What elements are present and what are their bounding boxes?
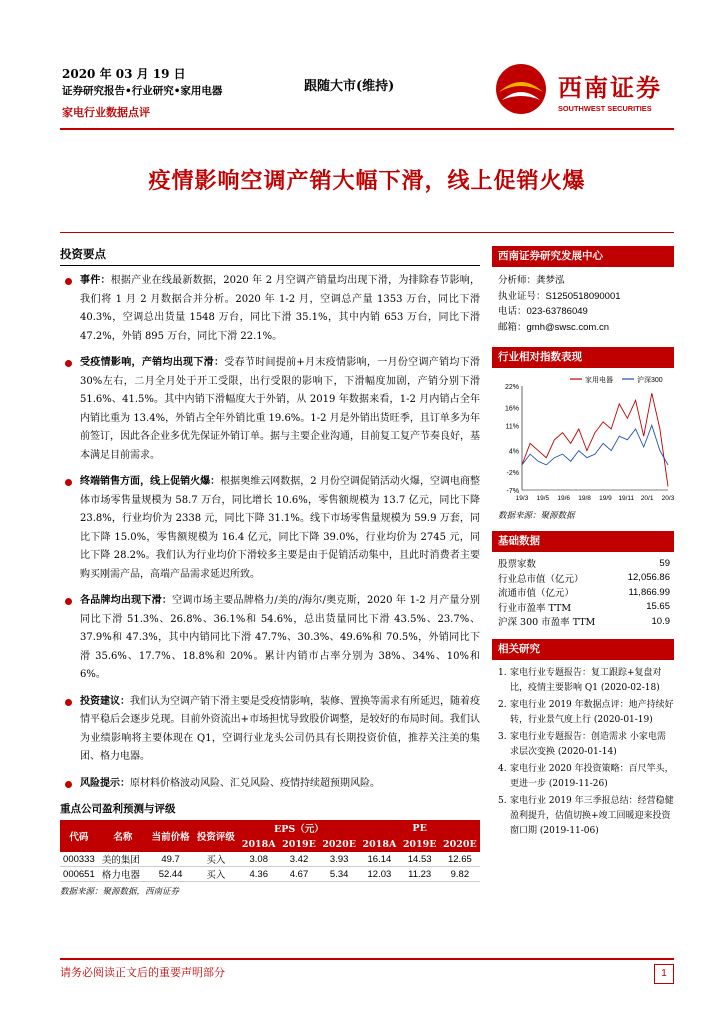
row-label: 流通市值（亿元）: [498, 588, 575, 600]
logo-text-en: SOUTHWEST SECURITIES: [558, 104, 652, 113]
related-title: 相关研究: [492, 639, 674, 660]
point-text: 我们认为空调产销下滑主要是受疫情影响，装修、置换等需求有所延迟，随着疫情平稳后会逐步兑现。目前外资流出+市场担忧导致股价调整，是较好的布局时间。我们认为业绩影响将主要体现在 Q1，空调行业龙头公司仍具有长期投资价值，推荐关注美的集团、格力电器。: [80, 695, 480, 762]
cell-value: 14.53: [400, 852, 440, 867]
row-value: 59: [659, 557, 670, 569]
bullet-icon: [65, 278, 72, 285]
point-text: 受春节时间提前+月末疫情影响，一月份空调产销均下滑 30%左右，二月全月处于开工受限，出行受限的影响下，下滑幅度加剧，产销分别下滑 51.6%、41.5%。其中内销下滑幅度大于外销，从 2019 年数据来看，1-2 月内销占全年内销比重为 13.4%，外销占全年外销比重 19.6%。1-2 月是外销出货旺季，且订单多为年前签订，因此各企业多优先保证外销订单。据与主要企业沟通，目前复工复产节奏良好，基本满足目前需求。: [80, 357, 480, 461]
analyst-info: [498, 273, 674, 335]
related-research: [492, 639, 674, 839]
cell-value: 3.42: [279, 852, 319, 867]
point-lead: 投资建议：: [80, 695, 130, 707]
perf-title: 行业相对指数表现: [492, 347, 674, 368]
analyst-name: 分析师：龚梦泓: [498, 275, 565, 286]
analyst-phone: [498, 304, 674, 320]
related-item[interactable]: [498, 762, 674, 792]
cell-code: 000333: [60, 852, 98, 867]
legend-label: 家用电器: [585, 377, 613, 384]
y-tick-label: 4%: [508, 448, 519, 456]
col-name: 名称: [98, 820, 148, 852]
rating: 跟随大市(维持): [304, 79, 395, 94]
x-tick-label: 19/5: [536, 495, 550, 502]
col-price: 当前价格: [148, 820, 193, 852]
cell-code: 000651: [60, 867, 98, 882]
table-source: 数据来源：聚源数据，西南证券: [60, 887, 180, 897]
point-text: 原材料价格波动风险、汇兑风险、疫情持续超预期风险。: [130, 777, 380, 789]
bullet-icon: [65, 360, 72, 367]
row-value: 15.65: [646, 601, 670, 613]
point-lead: 终端销售方面，线上促销火爆：: [80, 476, 221, 487]
email-label: 邮箱：: [498, 321, 527, 333]
cell-price: 49.7: [148, 852, 193, 867]
x-tick-label: 19/11: [618, 495, 635, 502]
item-number: 5.: [498, 795, 507, 806]
item-text: 家电行业 2019 年三季报总结：经营稳健盈利提升，估值切换+竣工回暖迎来投资窗口期 (2019-11-06): [510, 795, 674, 836]
x-tick-label: 19/8: [578, 495, 591, 502]
item-number: 2.: [498, 699, 507, 710]
analyst-license: [498, 289, 674, 305]
x-tick-label: 19/9: [599, 495, 612, 502]
summary-point: [60, 775, 480, 794]
col-code: 代码: [60, 820, 98, 852]
perf-chart-svg: [492, 372, 674, 507]
row-value: 10.9: [651, 615, 670, 627]
perf-chart: [492, 372, 674, 507]
cell-name: 格力电器: [98, 867, 148, 882]
bullet-icon: [65, 598, 72, 605]
col-year: 2020E: [440, 836, 480, 852]
legend-label: 沪深300: [637, 377, 663, 384]
col-eps: EPS（元）: [239, 820, 360, 836]
item-text: 家电行业 2020 年投资策略：百尺竿头，更进一步 (2019-11-26): [510, 763, 674, 789]
item-number: 4.: [498, 763, 507, 774]
point-lead: 事件：: [80, 275, 111, 286]
report-subtitle: 家电行业数据点评: [62, 106, 150, 119]
analyst-email: [498, 320, 674, 336]
x-tick-label: 19/3: [515, 495, 529, 502]
cell-value: 5.34: [319, 867, 359, 882]
summary-divider: [60, 265, 480, 266]
col-year: 2020E: [319, 836, 359, 852]
cell-price: 52.44: [148, 867, 193, 882]
col-year: 2018A: [239, 836, 279, 852]
y-tick-label: -7%: [506, 488, 519, 495]
cell-value: 3.08: [239, 852, 279, 867]
summary-point: [60, 473, 480, 584]
related-item[interactable]: [498, 730, 674, 760]
cell-value: 4.36: [239, 867, 279, 882]
license-value: S1250518090001: [545, 290, 621, 302]
cell-value: 11.23: [400, 867, 440, 882]
forecast-table-title: 重点公司盈利预测与评级: [60, 803, 176, 815]
related-item[interactable]: [498, 698, 674, 728]
related-item[interactable]: [498, 794, 674, 839]
summary-point: [60, 693, 480, 767]
item-text: 家电行业专题报告：创造需求 小家电需求层次变换 (2020-01-14): [510, 731, 666, 757]
logo-text-cn: 西南证券: [558, 73, 662, 102]
footer-divider: [60, 958, 674, 960]
summary-points: [60, 272, 480, 793]
cell-value: 16.14: [359, 852, 399, 867]
y-tick-label: 11%: [505, 423, 519, 431]
point-lead: 各品牌均出现下滑：: [80, 595, 173, 606]
chart-source: 数据来源：聚源数据: [498, 511, 575, 521]
title-divider: [60, 232, 674, 233]
series-line-1: [522, 425, 668, 465]
row-label: 行业总市值（亿元）: [498, 573, 584, 585]
y-tick-label: -2%: [506, 470, 519, 478]
cell-value: 12.65: [440, 852, 480, 867]
cell-rating: 买入: [193, 867, 238, 882]
col-year: 2018A: [359, 836, 399, 852]
y-tick-label: 16%: [504, 405, 519, 413]
report-type: 证券研究报告•行业研究•家用电器: [62, 85, 223, 97]
company-logo: [494, 62, 674, 122]
main-column: [60, 246, 480, 897]
cell-value: 4.67: [279, 867, 319, 882]
table-row: [498, 556, 670, 571]
col-year: 2019E: [400, 836, 440, 852]
col-pe: PE: [359, 820, 480, 836]
email-value[interactable]: gmh@swsc.com.cn: [526, 321, 610, 333]
table-row: [60, 852, 480, 867]
point-text: 空调市场主要品牌格力/美的/海尔/奥克斯，2020 年 1-2 月产量分别同比下滑 51.3%、26.8%、36.1%和 54.6%，总出货量同比下滑 43.5%、23.7%、37.9%和 47.3%，其中内销同比下滑 47.7%、30.3%、49.6%和 70.5%，外销同比下滑 35.6%、17.7%、18.8%和 20%。累计内销市占率分别为 38%、34%、10%和 6%。: [80, 595, 481, 680]
page-number: 1: [654, 964, 674, 984]
item-number: 1.: [498, 667, 507, 678]
bullet-icon: [65, 699, 72, 706]
cell-value: 12.03: [359, 867, 399, 882]
summary-point: [60, 354, 480, 465]
x-tick-label: 20/1: [640, 495, 654, 502]
phone-value: 023-63786049: [526, 306, 588, 317]
table-row: [60, 867, 480, 882]
row-value: 12,056.86: [627, 572, 670, 584]
summary-point: [60, 592, 480, 685]
footer-disclaimer: 请务必阅读正文后的重要声明部分: [60, 966, 225, 979]
basic-data-title: 基础数据: [492, 531, 674, 552]
row-label: 股票家数: [498, 559, 537, 571]
related-list: [498, 666, 674, 839]
item-number: 3.: [498, 731, 507, 742]
table-row: [498, 571, 670, 586]
sidebar: [492, 246, 674, 841]
header-divider: [60, 128, 674, 130]
point-lead: 受疫情影响，产销均出现下滑：: [80, 357, 225, 368]
table-row: [498, 614, 670, 629]
logo-mark-icon: [494, 62, 548, 116]
cell-value: 9.82: [440, 867, 480, 882]
report-date: 2020 年 03 月 19 日: [62, 67, 186, 81]
related-item[interactable]: [498, 666, 674, 696]
cell-value: 3.93: [319, 852, 359, 867]
x-tick-label: 20/3: [661, 495, 674, 502]
table-row: [498, 585, 670, 600]
research-center-title: 西南证券研究发展中心: [492, 246, 674, 267]
x-tick-label: 19/6: [557, 495, 571, 502]
row-label: 沪深 300 市盈率 TTM: [498, 617, 596, 629]
summary-point: [60, 272, 480, 346]
item-text: 家电行业 2019 年数据点评：地产持续好转，行业景气度上行 (2020-01-19): [510, 699, 674, 725]
item-text: 家电行业专题报告：复工跟踪+复盘对比，疫情主要影响 Q1 (2020-02-18): [510, 667, 662, 693]
summary-heading: 投资要点: [60, 247, 106, 261]
report-header: [62, 66, 222, 123]
cell-rating: 买入: [193, 852, 238, 867]
bullet-icon: [65, 781, 72, 788]
basic-data-table: [498, 556, 670, 629]
page-title: 疫情影响空调产销大幅下滑，线上促销火爆: [148, 168, 586, 194]
point-text: 根据奥维云网数据，2 月份空调促销活动火爆，空调电商整体市场零售量规模为 58.7 万台，同比增长 10.6%，零售额规模为 13.7 亿元，同比下降 23.8%，行业均价为 2338 元，同比下降 31.1%。线下市场零售量规模为 59.9 万套，同比下降 15.0%，零售额规模为 16.4 亿元，同比下降 39.0%，行业均价为 2745 元，同比下降 28.2%。我们认为行业均价下滑较多主要是由于促销活动集中，且此时消费者主要购买刚需产品，高端产品需求延迟所致。: [80, 476, 481, 580]
y-tick-label: 22%: [504, 384, 519, 391]
col-rating: 投资评级: [193, 820, 238, 852]
row-value: 11,866.99: [628, 586, 670, 598]
point-text: 根据产业在线最新数据，2020 年 2 月空调产销量均出现下滑，为排除春节影响，我们将 1 月 2 月数据合并分析。2020 年 1-2 月，空调总产量 1353 万台，同比下滑 40.3%，空调总出货量 1548 万台，同比下滑 35.1%，其中内销 653 万台，同比下滑 47.2%，外销 895 万台，同比下滑 22.1%。: [80, 275, 480, 342]
col-year: 2019E: [279, 836, 319, 852]
table-row: [498, 600, 670, 615]
bullet-icon: [65, 479, 72, 486]
license-label: 执业证号：: [498, 290, 546, 302]
row-label: 行业市盈率 TTM: [498, 602, 572, 614]
forecast-table: [60, 820, 480, 882]
cell-name: 美的集团: [98, 852, 148, 867]
phone-label: 电话：: [498, 306, 527, 317]
point-lead: 风险提示：: [80, 777, 130, 789]
